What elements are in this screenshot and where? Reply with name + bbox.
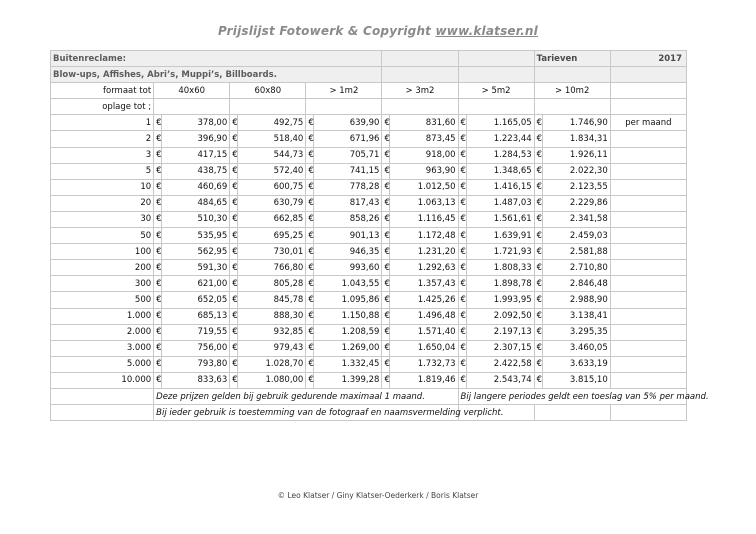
currency-symbol: € bbox=[230, 356, 238, 372]
period-cell bbox=[610, 308, 686, 324]
currency-symbol: € bbox=[154, 195, 162, 211]
price-cell: 993,60 bbox=[314, 260, 382, 276]
oplage-label: oplage tot ; bbox=[51, 99, 154, 115]
price-cell: 1.399,28 bbox=[314, 372, 382, 388]
currency-symbol: € bbox=[458, 179, 466, 195]
table-row bbox=[51, 324, 687, 340]
currency-symbol: € bbox=[154, 356, 162, 372]
currency-symbol: € bbox=[230, 260, 238, 276]
currency-symbol: € bbox=[154, 308, 162, 324]
table-row bbox=[51, 131, 687, 147]
currency-symbol: € bbox=[230, 276, 238, 292]
price-cell: 484,65 bbox=[162, 195, 230, 211]
price-cell: 1.732,73 bbox=[390, 356, 458, 372]
price-cell: 621,00 bbox=[162, 276, 230, 292]
period-cell bbox=[610, 131, 686, 147]
price-cell: 544,73 bbox=[238, 147, 306, 163]
currency-symbol: € bbox=[534, 147, 542, 163]
currency-symbol: € bbox=[382, 244, 390, 260]
currency-symbol: € bbox=[458, 195, 466, 211]
currency-symbol: € bbox=[382, 260, 390, 276]
website-link[interactable]: www.klatser.nl bbox=[435, 24, 538, 38]
table-row bbox=[51, 147, 687, 163]
period-cell bbox=[610, 276, 686, 292]
format-header: 40x60 bbox=[154, 83, 230, 99]
currency-symbol: € bbox=[306, 292, 314, 308]
currency-symbol: € bbox=[230, 340, 238, 356]
price-cell: 2.022,30 bbox=[542, 163, 610, 179]
currency-symbol: € bbox=[458, 292, 466, 308]
currency-symbol: € bbox=[230, 324, 238, 340]
currency-symbol: € bbox=[306, 228, 314, 244]
currency-symbol: € bbox=[306, 115, 314, 131]
currency-symbol: € bbox=[534, 195, 542, 211]
price-cell: 1.095,86 bbox=[314, 292, 382, 308]
price-cell: 396,90 bbox=[162, 131, 230, 147]
price-cell: 1.348,65 bbox=[466, 163, 534, 179]
currency-symbol: € bbox=[306, 179, 314, 195]
table-row bbox=[51, 276, 687, 292]
table-row bbox=[51, 211, 687, 227]
currency-symbol: € bbox=[534, 340, 542, 356]
currency-symbol: € bbox=[154, 340, 162, 356]
format-header: > 5m2 bbox=[458, 83, 534, 99]
price-cell: 946,35 bbox=[314, 244, 382, 260]
period-cell bbox=[610, 372, 686, 388]
price-cell: 2.123,55 bbox=[542, 179, 610, 195]
currency-symbol: € bbox=[382, 131, 390, 147]
price-cell: 918,00 bbox=[390, 147, 458, 163]
price-cell: 766,80 bbox=[238, 260, 306, 276]
period-cell bbox=[610, 163, 686, 179]
currency-symbol: € bbox=[534, 131, 542, 147]
price-cell: 1.650,04 bbox=[390, 340, 458, 356]
currency-symbol: € bbox=[306, 147, 314, 163]
currency-symbol: € bbox=[458, 340, 466, 356]
currency-symbol: € bbox=[534, 115, 542, 131]
price-cell: 417,15 bbox=[162, 147, 230, 163]
currency-symbol: € bbox=[458, 211, 466, 227]
currency-symbol: € bbox=[230, 211, 238, 227]
format-header: 60x80 bbox=[230, 83, 306, 99]
category-subtitle: Blow-ups, Affishes, Abri’s, Muppi’s, Billboards. bbox=[51, 67, 382, 83]
price-cell: 778,28 bbox=[314, 179, 382, 195]
price-cell: 1.487,03 bbox=[466, 195, 534, 211]
price-cell: 3.815,10 bbox=[542, 372, 610, 388]
currency-symbol: € bbox=[306, 324, 314, 340]
currency-symbol: € bbox=[154, 228, 162, 244]
note-max-month: Deze prijzen gelden bij gebruik gedurende maximaal 1 maand. bbox=[154, 388, 458, 404]
format-header: > 10m2 bbox=[534, 83, 610, 99]
price-cell: 831,60 bbox=[390, 115, 458, 131]
currency-symbol: € bbox=[534, 244, 542, 260]
price-cell: 730,01 bbox=[238, 244, 306, 260]
currency-symbol: € bbox=[154, 244, 162, 260]
price-cell: 1.028,70 bbox=[238, 356, 306, 372]
currency-symbol: € bbox=[382, 115, 390, 131]
currency-symbol: € bbox=[230, 372, 238, 388]
currency-symbol: € bbox=[306, 163, 314, 179]
price-cell: 2.710,80 bbox=[542, 260, 610, 276]
currency-symbol: € bbox=[458, 356, 466, 372]
currency-symbol: € bbox=[382, 308, 390, 324]
price-cell: 518,40 bbox=[238, 131, 306, 147]
quantity-cell: 30 bbox=[51, 211, 154, 227]
price-cell: 1.208,59 bbox=[314, 324, 382, 340]
price-cell: 858,26 bbox=[314, 211, 382, 227]
currency-symbol: € bbox=[230, 131, 238, 147]
price-cell: 1.926,11 bbox=[542, 147, 610, 163]
price-cell: 1.819,46 bbox=[390, 372, 458, 388]
price-cell: 817,43 bbox=[314, 195, 382, 211]
price-cell: 562,95 bbox=[162, 244, 230, 260]
price-cell: 845,78 bbox=[238, 292, 306, 308]
quantity-cell: 300 bbox=[51, 276, 154, 292]
currency-symbol: € bbox=[306, 356, 314, 372]
price-cell: 378,00 bbox=[162, 115, 230, 131]
price-cell: 1.269,00 bbox=[314, 340, 382, 356]
price-cell: 2.341,58 bbox=[542, 211, 610, 227]
table-row bbox=[51, 292, 687, 308]
price-cell: 662,85 bbox=[238, 211, 306, 227]
currency-symbol: € bbox=[534, 163, 542, 179]
price-cell: 2.307,15 bbox=[466, 340, 534, 356]
currency-symbol: € bbox=[458, 115, 466, 131]
price-cell: 1.425,26 bbox=[390, 292, 458, 308]
currency-symbol: € bbox=[458, 147, 466, 163]
price-cell: 719,55 bbox=[162, 324, 230, 340]
tarieven-heading: Tarieven bbox=[534, 51, 610, 67]
currency-symbol: € bbox=[230, 147, 238, 163]
table-row bbox=[51, 356, 687, 372]
currency-symbol: € bbox=[534, 260, 542, 276]
currency-symbol: € bbox=[230, 308, 238, 324]
quantity-cell: 10 bbox=[51, 179, 154, 195]
currency-symbol: € bbox=[306, 131, 314, 147]
period-cell bbox=[610, 211, 686, 227]
currency-symbol: € bbox=[306, 340, 314, 356]
price-cell: 1.172,48 bbox=[390, 228, 458, 244]
price-cell: 2.422,58 bbox=[466, 356, 534, 372]
table-row bbox=[51, 308, 687, 324]
price-cell: 1.496,48 bbox=[390, 308, 458, 324]
currency-symbol: € bbox=[458, 244, 466, 260]
table-row bbox=[51, 115, 687, 131]
price-cell: 1.043,55 bbox=[314, 276, 382, 292]
category-title: Buitenreclame: bbox=[51, 51, 382, 67]
quantity-cell: 200 bbox=[51, 260, 154, 276]
price-cell: 3.138,41 bbox=[542, 308, 610, 324]
year-label: 2017 bbox=[610, 51, 686, 67]
price-cell: 3.460,05 bbox=[542, 340, 610, 356]
currency-symbol: € bbox=[382, 211, 390, 227]
currency-symbol: € bbox=[534, 324, 542, 340]
price-cell: 2.229,86 bbox=[542, 195, 610, 211]
page-title bbox=[0, 24, 756, 38]
currency-symbol: € bbox=[382, 147, 390, 163]
currency-symbol: € bbox=[154, 372, 162, 388]
price-cell: 535,95 bbox=[162, 228, 230, 244]
quantity-cell: 2.000 bbox=[51, 324, 154, 340]
currency-symbol: € bbox=[534, 179, 542, 195]
price-cell: 1.012,50 bbox=[390, 179, 458, 195]
currency-symbol: € bbox=[306, 244, 314, 260]
price-cell: 438,75 bbox=[162, 163, 230, 179]
price-cell: 888,30 bbox=[238, 308, 306, 324]
price-cell: 1.150,88 bbox=[314, 308, 382, 324]
period-cell: per maand bbox=[610, 115, 686, 131]
price-cell: 1.416,15 bbox=[466, 179, 534, 195]
price-cell: 1.993,95 bbox=[466, 292, 534, 308]
table-row bbox=[51, 372, 687, 388]
currency-symbol: € bbox=[458, 228, 466, 244]
price-cell: 2.846,48 bbox=[542, 276, 610, 292]
currency-symbol: € bbox=[154, 324, 162, 340]
oplage-row bbox=[51, 99, 687, 115]
price-cell: 756,00 bbox=[162, 340, 230, 356]
period-cell bbox=[610, 147, 686, 163]
price-cell: 833,63 bbox=[162, 372, 230, 388]
currency-symbol: € bbox=[382, 228, 390, 244]
currency-symbol: € bbox=[154, 131, 162, 147]
price-cell: 963,90 bbox=[390, 163, 458, 179]
currency-symbol: € bbox=[534, 276, 542, 292]
format-row bbox=[51, 83, 687, 99]
price-cell: 873,45 bbox=[390, 131, 458, 147]
format-header: > 3m2 bbox=[382, 83, 458, 99]
period-cell bbox=[610, 179, 686, 195]
price-cell: 705,71 bbox=[314, 147, 382, 163]
price-cell: 1.898,78 bbox=[466, 276, 534, 292]
price-cell: 2.092,50 bbox=[466, 308, 534, 324]
period-cell bbox=[610, 244, 686, 260]
price-cell: 1.223,44 bbox=[466, 131, 534, 147]
price-cell: 510,30 bbox=[162, 211, 230, 227]
price-cell: 1.332,45 bbox=[314, 356, 382, 372]
table-row bbox=[51, 163, 687, 179]
currency-symbol: € bbox=[230, 163, 238, 179]
currency-symbol: € bbox=[230, 292, 238, 308]
table-row bbox=[51, 228, 687, 244]
currency-symbol: € bbox=[154, 179, 162, 195]
quantity-cell: 5 bbox=[51, 163, 154, 179]
currency-symbol: € bbox=[382, 372, 390, 388]
price-cell: 671,96 bbox=[314, 131, 382, 147]
currency-symbol: € bbox=[230, 244, 238, 260]
currency-symbol: € bbox=[306, 211, 314, 227]
currency-symbol: € bbox=[382, 324, 390, 340]
currency-symbol: € bbox=[458, 131, 466, 147]
price-cell: 932,85 bbox=[238, 324, 306, 340]
price-cell: 3.295,35 bbox=[542, 324, 610, 340]
price-cell: 685,13 bbox=[162, 308, 230, 324]
currency-symbol: € bbox=[306, 308, 314, 324]
price-cell: 1.116,45 bbox=[390, 211, 458, 227]
table-row bbox=[51, 179, 687, 195]
note-permission: Bij ieder gebruik is toestemming van de fotograaf en naamsvermelding verplicht. bbox=[154, 405, 458, 421]
price-rows bbox=[51, 115, 687, 389]
table-row bbox=[51, 244, 687, 260]
price-cell: 2.988,90 bbox=[542, 292, 610, 308]
currency-symbol: € bbox=[534, 292, 542, 308]
price-cell: 1.292,63 bbox=[390, 260, 458, 276]
table-row bbox=[51, 260, 687, 276]
price-cell: 741,15 bbox=[314, 163, 382, 179]
period-cell bbox=[610, 195, 686, 211]
currency-symbol: € bbox=[534, 356, 542, 372]
currency-symbol: € bbox=[154, 276, 162, 292]
header-row-1 bbox=[51, 51, 687, 67]
period-cell bbox=[610, 228, 686, 244]
price-cell: 1.721,93 bbox=[466, 244, 534, 260]
currency-symbol: € bbox=[230, 115, 238, 131]
currency-symbol: € bbox=[154, 115, 162, 131]
quantity-cell: 1.000 bbox=[51, 308, 154, 324]
quantity-cell: 3 bbox=[51, 147, 154, 163]
period-cell bbox=[610, 324, 686, 340]
currency-symbol: € bbox=[458, 260, 466, 276]
currency-symbol: € bbox=[458, 163, 466, 179]
quantity-cell: 500 bbox=[51, 292, 154, 308]
price-cell: 3.633,19 bbox=[542, 356, 610, 372]
currency-symbol: € bbox=[382, 195, 390, 211]
price-cell: 805,28 bbox=[238, 276, 306, 292]
currency-symbol: € bbox=[306, 372, 314, 388]
price-cell: 901,13 bbox=[314, 228, 382, 244]
currency-symbol: € bbox=[458, 308, 466, 324]
price-cell: 572,40 bbox=[238, 163, 306, 179]
currency-symbol: € bbox=[382, 340, 390, 356]
price-cell: 2.197,13 bbox=[466, 324, 534, 340]
price-cell: 652,05 bbox=[162, 292, 230, 308]
currency-symbol: € bbox=[458, 372, 466, 388]
currency-symbol: € bbox=[382, 179, 390, 195]
price-cell: 1.834,31 bbox=[542, 131, 610, 147]
price-cell: 460,69 bbox=[162, 179, 230, 195]
currency-symbol: € bbox=[230, 228, 238, 244]
currency-symbol: € bbox=[154, 147, 162, 163]
currency-symbol: € bbox=[534, 372, 542, 388]
currency-symbol: € bbox=[382, 292, 390, 308]
price-table bbox=[50, 50, 709, 421]
price-cell: 1.746,90 bbox=[542, 115, 610, 131]
period-cell bbox=[610, 292, 686, 308]
price-cell: 979,43 bbox=[238, 340, 306, 356]
table-row bbox=[51, 195, 687, 211]
currency-symbol: € bbox=[230, 179, 238, 195]
price-cell: 1.571,40 bbox=[390, 324, 458, 340]
currency-symbol: € bbox=[382, 276, 390, 292]
price-cell: 1.284,53 bbox=[466, 147, 534, 163]
price-cell: 1.639,91 bbox=[466, 228, 534, 244]
price-cell: 639,90 bbox=[314, 115, 382, 131]
currency-symbol: € bbox=[230, 195, 238, 211]
currency-symbol: € bbox=[534, 308, 542, 324]
currency-symbol: € bbox=[306, 195, 314, 211]
currency-symbol: € bbox=[382, 163, 390, 179]
price-cell: 2.581,88 bbox=[542, 244, 610, 260]
quantity-cell: 2 bbox=[51, 131, 154, 147]
price-cell: 1.165,05 bbox=[466, 115, 534, 131]
quantity-cell: 10.000 bbox=[51, 372, 154, 388]
price-cell: 630,79 bbox=[238, 195, 306, 211]
currency-symbol: € bbox=[306, 260, 314, 276]
currency-symbol: € bbox=[154, 163, 162, 179]
price-cell: 2.459,03 bbox=[542, 228, 610, 244]
currency-symbol: € bbox=[154, 292, 162, 308]
format-header: > 1m2 bbox=[306, 83, 382, 99]
quantity-cell: 3.000 bbox=[51, 340, 154, 356]
price-cell: 1.231,20 bbox=[390, 244, 458, 260]
format-label: formaat tot bbox=[51, 83, 154, 99]
note-longer-periods: Bij langere periodes geldt een toeslag van 5% per maand. bbox=[458, 388, 686, 404]
price-cell: 793,80 bbox=[162, 356, 230, 372]
quantity-cell: 1 bbox=[51, 115, 154, 131]
price-cell: 1.080,00 bbox=[238, 372, 306, 388]
price-cell: 492,75 bbox=[238, 115, 306, 131]
currency-symbol: € bbox=[534, 211, 542, 227]
price-cell: 695,25 bbox=[238, 228, 306, 244]
table-row bbox=[51, 340, 687, 356]
quantity-cell: 20 bbox=[51, 195, 154, 211]
quantity-cell: 100 bbox=[51, 244, 154, 260]
currency-symbol: € bbox=[534, 228, 542, 244]
price-cell: 600,75 bbox=[238, 179, 306, 195]
copyright-footer: © Leo Klatser / Giny Klatser-Oederkerk / Boris Klatser bbox=[277, 491, 479, 500]
page-title-text: Prijslijst Fotowerk & Copyright bbox=[218, 24, 436, 38]
quantity-cell: 50 bbox=[51, 228, 154, 244]
header-row-2 bbox=[51, 67, 687, 83]
price-cell: 1.561,61 bbox=[466, 211, 534, 227]
currency-symbol: € bbox=[458, 276, 466, 292]
period-cell bbox=[610, 260, 686, 276]
currency-symbol: € bbox=[306, 276, 314, 292]
price-cell: 1.357,43 bbox=[390, 276, 458, 292]
price-cell: 1.808,33 bbox=[466, 260, 534, 276]
currency-symbol: € bbox=[382, 356, 390, 372]
price-cell: 2.543,74 bbox=[466, 372, 534, 388]
quantity-cell: 5.000 bbox=[51, 356, 154, 372]
period-cell bbox=[610, 356, 686, 372]
currency-symbol: € bbox=[154, 211, 162, 227]
note-row-2 bbox=[51, 405, 687, 421]
price-cell: 591,30 bbox=[162, 260, 230, 276]
currency-symbol: € bbox=[458, 324, 466, 340]
period-cell bbox=[610, 340, 686, 356]
currency-symbol: € bbox=[154, 260, 162, 276]
price-cell: 1.063,13 bbox=[390, 195, 458, 211]
note-row-1 bbox=[51, 388, 687, 404]
